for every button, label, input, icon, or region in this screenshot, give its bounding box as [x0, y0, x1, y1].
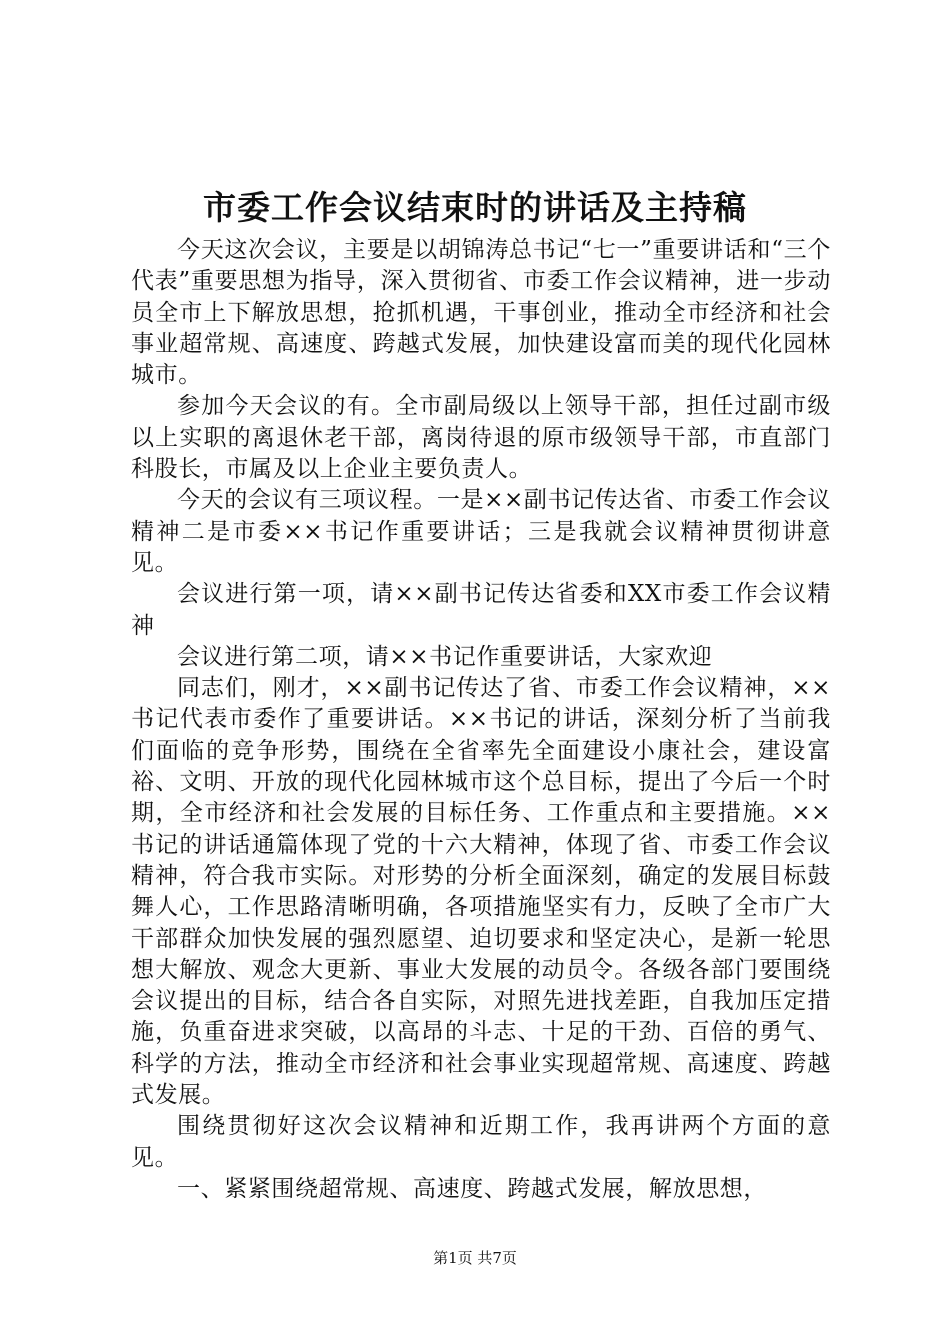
page-number-footer: 第1页 共7页 — [433, 1249, 517, 1267]
paragraph-meeting-purpose: 今天这次会议，主要是以胡锦涛总书记“七一”重要讲话和“三个代表”重要思想为指导，深入贯彻省、市委工作会议精神，进一步动员全市上下解放思想，抢抓机遇，干事创业，推动全市经济和社会事业超常规、高速度、跨越式发展，加快建设富而美的现代化园林城市。 — [131, 237, 831, 389]
paragraph-two-opinions: 围绕贯彻好这次会议精神和近期工作，我再讲两个方面的意见。 — [131, 1113, 831, 1171]
paragraph-summary-speech: 同志们，刚才，××副书记传达了省、市委工作会议精神，××书记代表市委作了重要讲话。××书记的讲话，深刻分析了当前我们面临的竞争形势，围绕在全省率先全面建设小康社会，建设富裕、文明、开放的现代化园林城市这个总目标，提出了今后一个时期，全市经济和社会发展的目标任务、工作重点和主要措施。××书记的讲话通篇体现了党的十六大精神，体现了省、市委工作会议精神，符合我市实际。对形势的分析全面深刻，确定的发展目标鼓舞人心，工作思路清晰明确，各项措施坚实有力，反映了全市广大干部群众加快发展的强烈愿望、迫切要求和坚定决心，是新一轮思想大解放、观念大更新、事业大发展的动员令。各级各部门要围绕会议提出的目标，结合各自实际，对照先进找差距，自我加压定措施，负重奋进求突破，以高昂的斗志、十足的干劲、百倍的勇气、科学的方法，推动全市经济和社会事业实现超常规、高速度、跨越式发展。 — [131, 675, 831, 1109]
paragraph-agenda-item-2: 会议进行第二项，请××书记作重要讲话，大家欢迎 — [177, 643, 713, 670]
document-title: 市委工作会议结束时的讲话及主持稿 — [203, 188, 747, 227]
paragraph-agenda: 今天的会议有三项议程。一是××副书记传达省、市委工作会议精神二是市委××书记作重要讲话；三是我就会议精神贯彻讲意见。 — [131, 487, 831, 576]
paragraph-section-one-heading: 一、紧紧围绕超常规、高速度、跨越式发展，解放思想， — [177, 1175, 767, 1202]
paragraph-attendees: 参加今天会议的有。全市副局级以上领导干部，担任过副市级以上实职的离退休老干部，离岗待退的原市级领导干部，市直部门科股长，市属及以上企业主要负责人。 — [131, 393, 831, 483]
paragraph-agenda-item-1: 会议进行第一项，请××副书记传达省委和XX市委工作会议精神 — [131, 581, 831, 639]
document-body — [131, 235, 831, 1205]
